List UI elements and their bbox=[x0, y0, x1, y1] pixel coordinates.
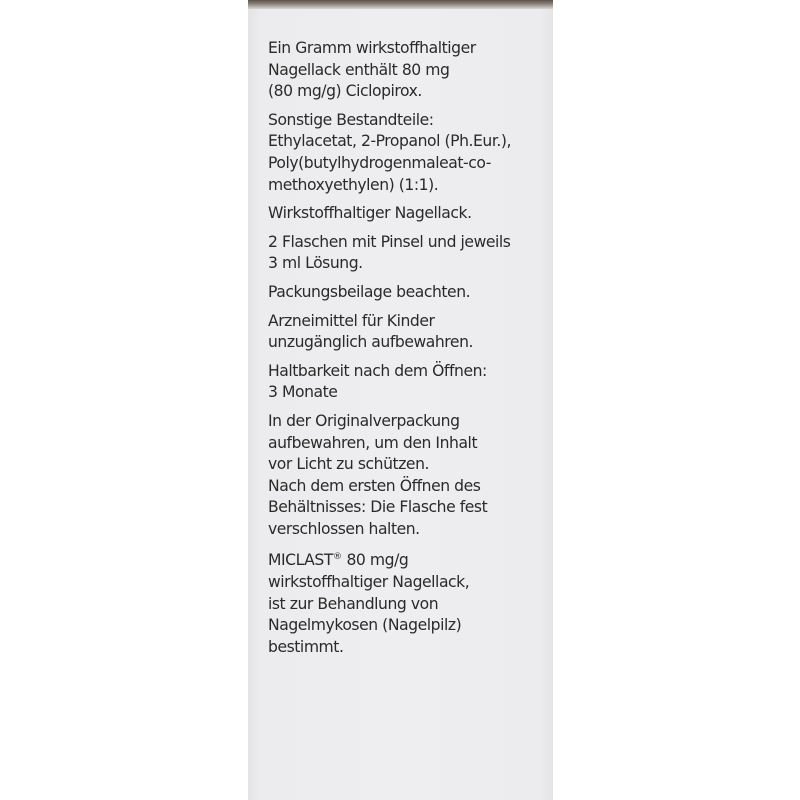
text-line: Poly(butylhydrogenmaleat-co- bbox=[268, 153, 491, 172]
text-block-leaflet-note bbox=[268, 282, 548, 304]
text-line: verschlossen halten. bbox=[268, 519, 420, 538]
text-line: In der Originalverpackung bbox=[268, 411, 460, 430]
text-block-children-warning bbox=[268, 311, 548, 354]
text-line: Ethylacetat, 2-Propanol (Ph.Eur.), bbox=[268, 132, 512, 151]
package-text bbox=[268, 38, 548, 665]
text-line: Nagellack enthält 80 mg bbox=[268, 60, 450, 79]
text-line: 3 ml Lösung. bbox=[268, 254, 363, 273]
text-block-other-ingredients bbox=[268, 110, 548, 196]
box-side-panel bbox=[248, 0, 553, 800]
text-line: Sonstige Bestandteile: bbox=[268, 110, 434, 129]
indication-line: bestimmt. bbox=[268, 637, 344, 656]
text-line: Behältnisses: Die Flasche fest bbox=[268, 498, 488, 517]
text-block-pack-contents bbox=[268, 232, 548, 275]
text-block-storage bbox=[268, 411, 548, 541]
registered-mark: ® bbox=[332, 552, 342, 563]
indication-first-line bbox=[268, 547, 548, 572]
text-block-dosage-form bbox=[268, 203, 548, 225]
indication-line: Nagelmykosen (Nagelpilz) bbox=[268, 616, 462, 635]
text-line: Haltbarkeit nach dem Öffnen: bbox=[268, 361, 487, 380]
text-block-composition bbox=[268, 38, 548, 103]
text-line: (80 mg/g) Ciclopirox. bbox=[268, 82, 422, 101]
text-line: methoxyethylen) (1:1). bbox=[268, 175, 439, 194]
text-line: vor Licht zu schützen. bbox=[268, 455, 430, 474]
box-top-edge bbox=[248, 0, 553, 9]
text-line: Ein Gramm wirkstoffhaltiger bbox=[268, 39, 476, 57]
text-line: unzugänglich aufbewahren. bbox=[268, 333, 474, 352]
brand-name: MICLAST bbox=[268, 551, 333, 570]
text-block-shelf-life bbox=[268, 361, 548, 404]
text-line: Nach dem ersten Öffnen des bbox=[268, 476, 481, 495]
strength-text: 80 mg/g bbox=[341, 551, 409, 570]
text-line: Packungsbeilage beachten. bbox=[268, 282, 471, 301]
indication-line: wirkstoffhaltiger Nagellack, bbox=[268, 573, 470, 592]
text-line: Arzneimittel für Kinder bbox=[268, 311, 435, 330]
text-line: 2 Flaschen mit Pinsel und jeweils bbox=[268, 232, 511, 251]
text-line: Wirkstoffhaltiger Nagellack. bbox=[268, 204, 472, 223]
indication-line: ist zur Behandlung von bbox=[268, 594, 439, 613]
indication-block bbox=[268, 547, 548, 658]
text-line: aufbewahren, um den Inhalt bbox=[268, 433, 478, 452]
text-line: 3 Monate bbox=[268, 383, 338, 402]
